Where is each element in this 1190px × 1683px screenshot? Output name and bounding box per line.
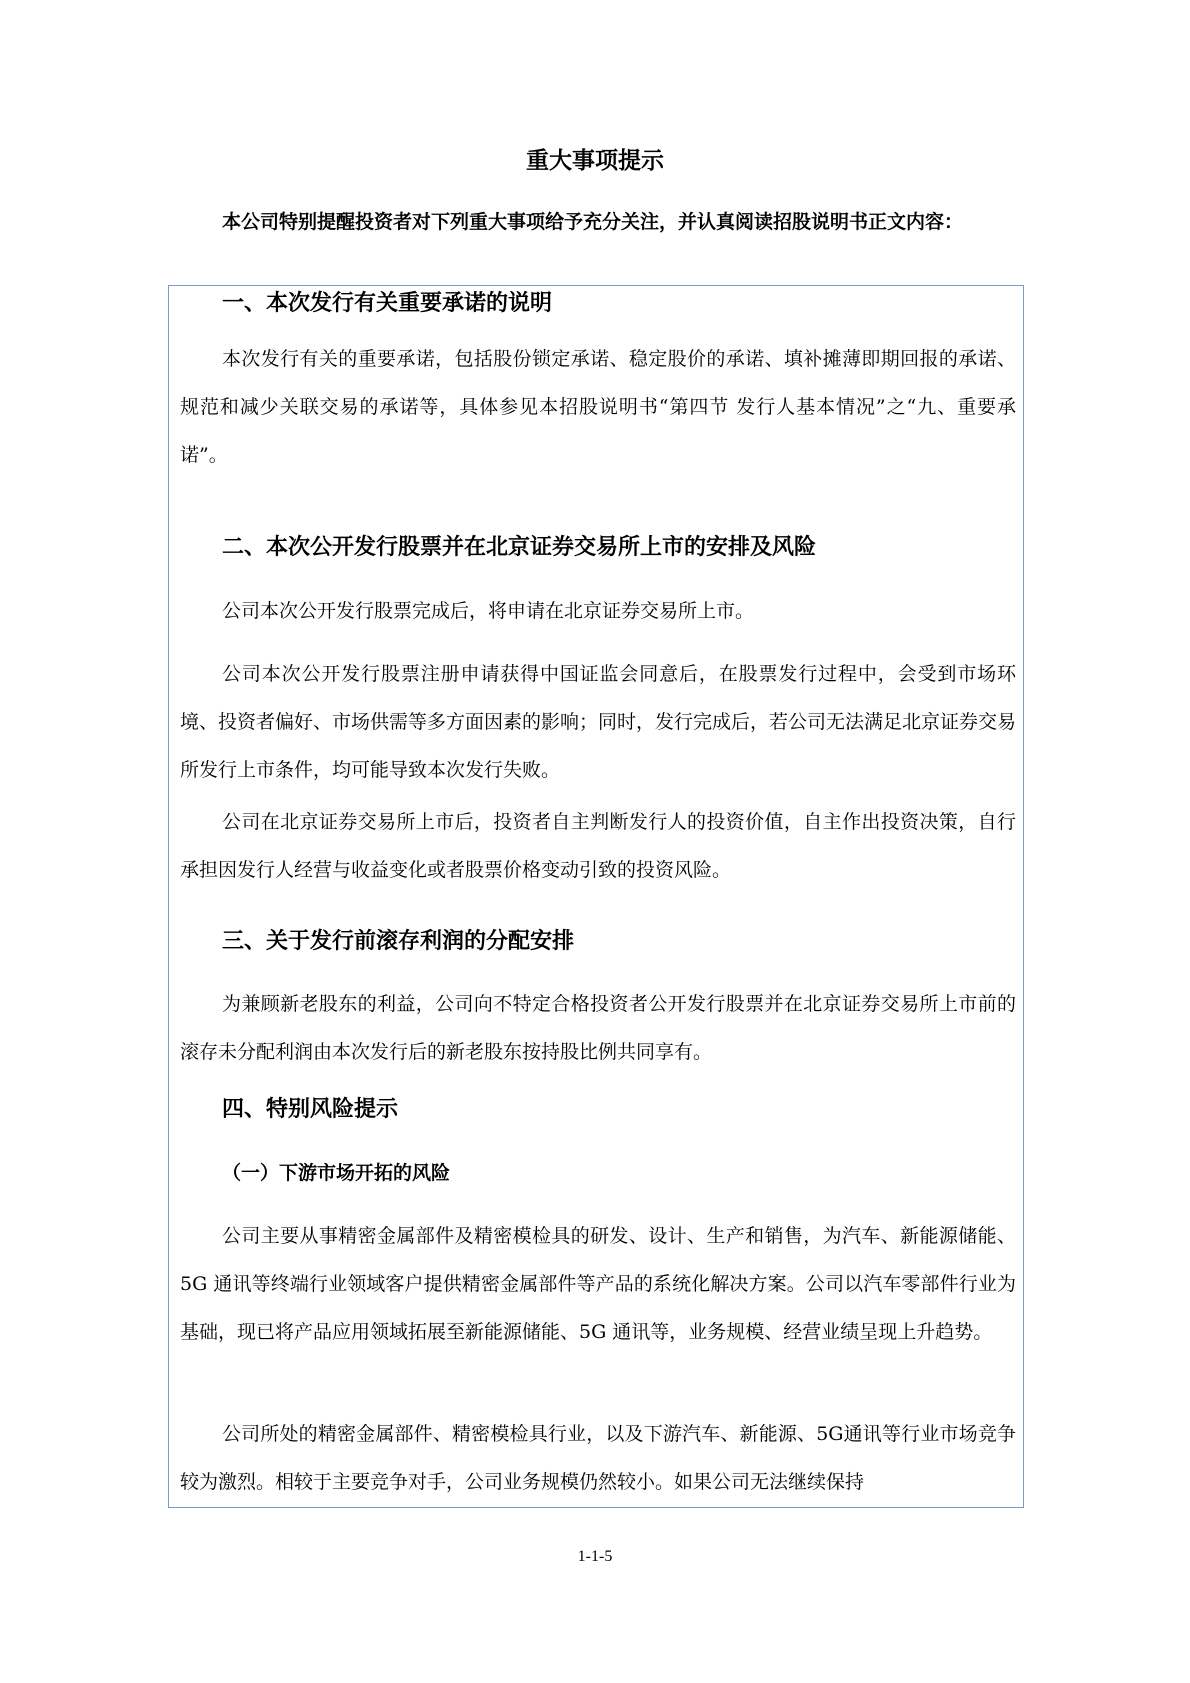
paragraph: 本次发行有关的重要承诺，包括股份锁定承诺、稳定股价的承诺、填补摊薄即期回报的承诺、规范和减少关联交易的承诺等，具体参见本招股说明书“第四节 发行人基本情况”之“九、重要承诺”。 — [180, 348, 1016, 466]
paragraph: 公司在北京证券交易所上市后，投资者自主判断发行人的投资价值，自主作出投资决策，自行承担因发行人经营与收益变化或者股票价格变动引致的投资风险。 — [180, 811, 1016, 881]
paragraph: 公司本次公开发行股票完成后，将申请在北京证券交易所上市。 — [222, 600, 755, 622]
paragraph: 公司本次公开发行股票注册申请获得中国证监会同意后，在股票发行过程中，会受到市场环境、投资者偏好、市场供需等多方面因素的影响；同时，发行完成后，若公司无法满足北京证券交易所发行上市条件，均可能导致本次发行失败。 — [180, 663, 1017, 781]
section-heading-1: 一、本次发行有关重要承诺的说明 — [222, 291, 553, 316]
page-title: 重大事项提示 — [526, 148, 664, 174]
page-number: 1-1-5 — [577, 1548, 613, 1565]
paragraph: 公司所处的精密金属部件、精密模检具行业，以及下游汽车、新能源、5G通讯等行业市场竞争较为激烈。相较于主要竞争对手，公司业务规模仍然较小。如果公司无法继续保持 — [180, 1423, 1016, 1493]
paragraph: 公司主要从事精密金属部件及精密模检具的研发、设计、生产和销售，为汽车、新能源储能、5G 通讯等终端行业领域客户提供精密金属部件等产品的系统化解决方案。公司以汽车零部件行业为基础，现已将产品应用领域拓展至新能源储能、5G 通讯等，业务规模、经营业绩呈现上升趋势。 — [180, 1225, 1016, 1343]
paragraph: 为兼顾新老股东的利益，公司向不特定合格投资者公开发行股票并在北京证券交易所上市前的滚存未分配利润由本次发行后的新老股东按持股比例共同享有。 — [180, 993, 1016, 1063]
intro-notice: 本公司特别提醒投资者对下列重大事项给予充分关注，并认真阅读招股说明书正文内容： — [222, 211, 964, 233]
section-heading-3: 三、关于发行前滚存利润的分配安排 — [222, 929, 575, 954]
section-heading-2: 二、本次公开发行股票并在北京证券交易所上市的安排及风险 — [222, 535, 817, 560]
section-heading-4: 四、特别风险提示 — [222, 1097, 399, 1122]
subsection-heading: （一）下游市场开拓的风险 — [222, 1162, 451, 1184]
